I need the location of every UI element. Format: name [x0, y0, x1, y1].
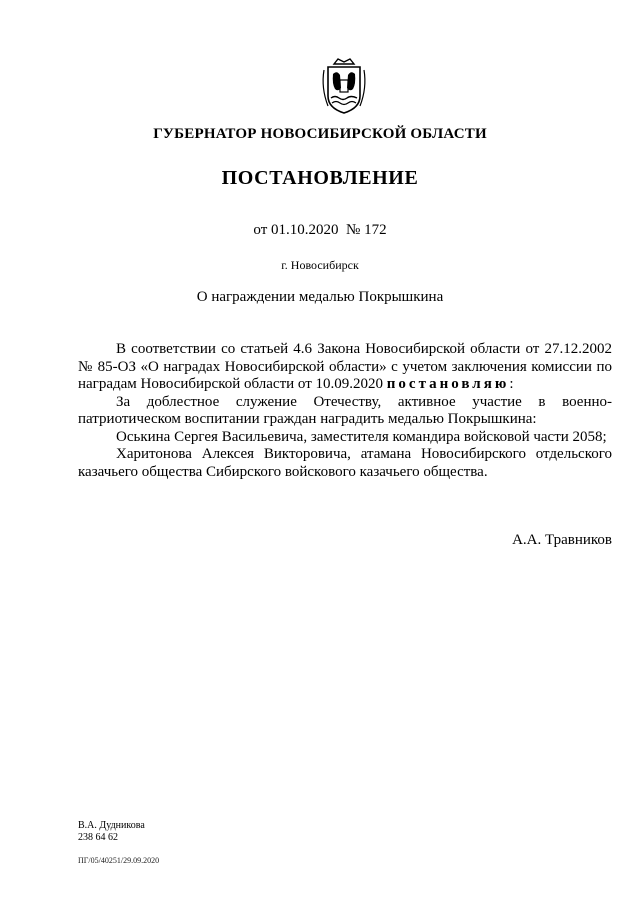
- executor-info: [78, 820, 145, 844]
- document-city: г. Новосибирск: [281, 258, 359, 272]
- coat-of-arms-icon: [318, 58, 370, 116]
- body-paragraph-text: В соответствии со статьей 4.6 Закона Новосибирской области от 27.12.2002 № 85-ОЗ «О наградах Новосибирской области» с учетом заключения комиссии по наградам Новосибирской области от 10.09.2020: [78, 341, 612, 392]
- document-reference: ПГ/05/40251/29.09.2020: [78, 856, 160, 865]
- body-paragraph: Оськина Сергея Васильевича, заместителя командира войсковой части 2058;: [116, 428, 607, 445]
- document-date-number: от 01.10.2020 № 172: [253, 222, 387, 238]
- document-type: ПОСТАНОВЛЕНИЕ: [221, 167, 419, 189]
- signature: А.А. Травников: [512, 532, 612, 548]
- decree-word: постановляю: [386, 376, 510, 392]
- executor-phone: 238 64 62: [78, 832, 118, 843]
- body-paragraph: Харитонова Алексея Викторовича, атамана Новосибирского отдельского казачьего общества Сибирского войскового казачьего общества.: [78, 446, 612, 480]
- issuing-authority: ГУБЕРНАТОР НОВОСИБИРСКОЙ ОБЛАСТИ: [153, 126, 487, 142]
- body-paragraph: [78, 341, 612, 394]
- executor-name: В.А. Дудникова: [78, 820, 145, 831]
- document-subject: О награждении медалью Покрышкина: [196, 289, 444, 305]
- body-paragraph: За доблестное служение Отечеству, активное участие в военно-патриотическом воспитании граждан наградить медалью Покрышкина:: [78, 393, 612, 427]
- document-body: [78, 341, 612, 481]
- body-paragraph-end: :: [509, 376, 514, 392]
